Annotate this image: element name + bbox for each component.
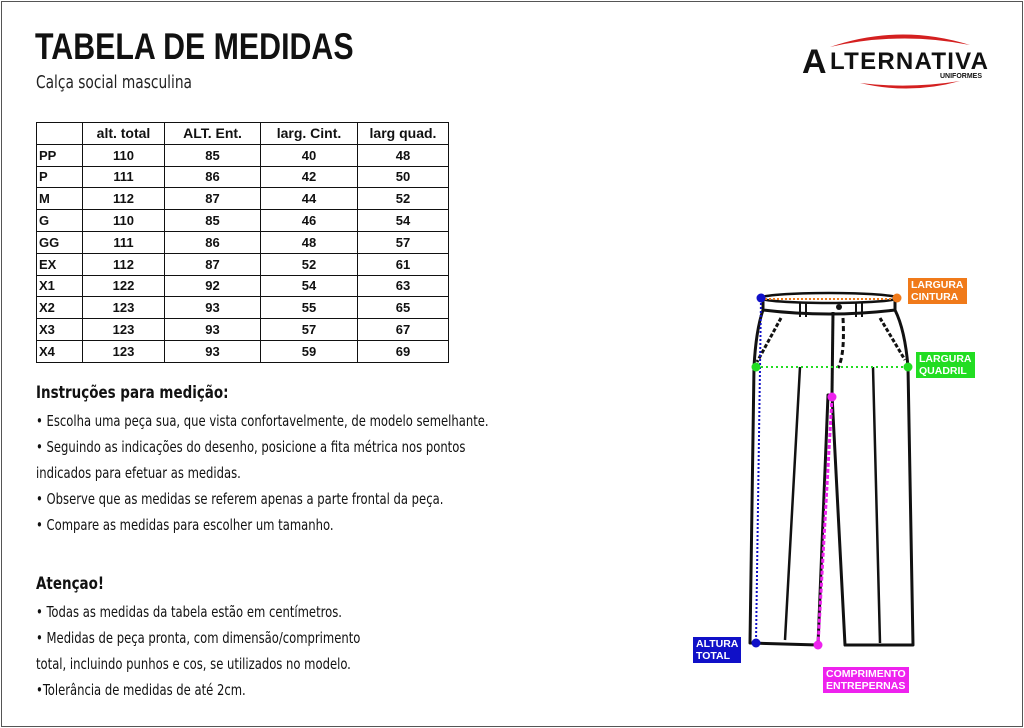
measure-cell: 111 <box>83 166 165 188</box>
instruction-line: • Observe que as medidas se referem apenas a parte frontal da peça. <box>36 490 444 508</box>
waist-point <box>893 294 902 303</box>
col-header: ALT. Ent. <box>165 123 261 145</box>
measure-cell: 57 <box>261 319 358 341</box>
label-line: TOTAL <box>696 650 731 662</box>
measure-cell: 123 <box>83 297 165 319</box>
hem-point <box>752 639 761 648</box>
attention-line: • Medidas de peça pronta, com dimensão/comprimento <box>36 629 361 647</box>
label-line: COMPRIMENTO <box>826 668 906 680</box>
measure-cell: 61 <box>358 253 449 275</box>
measure-cell: 52 <box>261 253 358 275</box>
label-total-height <box>693 637 741 663</box>
measure-cell: 110 <box>83 210 165 232</box>
page-subtitle: Calça social masculina <box>36 72 192 93</box>
measure-cell: 57 <box>358 231 449 253</box>
measure-cell: 65 <box>358 297 449 319</box>
measure-cell: 93 <box>165 297 261 319</box>
label-inseam <box>823 667 909 693</box>
measure-cell: 123 <box>83 319 165 341</box>
label-hip-width <box>916 352 975 378</box>
measure-cell: 48 <box>358 144 449 166</box>
col-header: larg quad. <box>358 123 449 145</box>
label-line: ENTREPERNAS <box>826 680 906 692</box>
size-cell: PP <box>37 144 83 166</box>
measure-cell: 111 <box>83 231 165 253</box>
size-cell: G <box>37 210 83 232</box>
label-line: CINTURA <box>911 291 959 303</box>
measure-cell: 42 <box>261 166 358 188</box>
instruction-line: • Seguindo as indicações do desenho, posicione a fita métrica nos pontos <box>36 438 466 456</box>
measure-cell: 87 <box>165 253 261 275</box>
hip-point <box>752 363 761 372</box>
measure-cell: 86 <box>165 231 261 253</box>
measure-cell: 87 <box>165 188 261 210</box>
col-header: larg. Cint. <box>261 123 358 145</box>
instruction-line: • Escolha uma peça sua, que vista confortavelmente, de modelo semelhante. <box>36 412 489 430</box>
label-line: ALTURA <box>696 638 739 650</box>
size-cell: M <box>37 188 83 210</box>
measure-cell: 85 <box>165 210 261 232</box>
col-header: alt. total <box>83 123 165 145</box>
svg-text:A: A <box>802 43 827 81</box>
measure-cell: 112 <box>83 188 165 210</box>
label-line: LARGURA <box>911 279 964 291</box>
svg-text:UNIFORMES: UNIFORMES <box>940 73 982 80</box>
measure-cell: 85 <box>165 144 261 166</box>
size-cell: X1 <box>37 275 83 297</box>
measure-cell: 69 <box>358 340 449 362</box>
hip-point <box>904 363 913 372</box>
size-cell: P <box>37 166 83 188</box>
instructions-title: Instruções para medição: <box>36 383 229 403</box>
measure-cell: 54 <box>261 275 358 297</box>
size-cell: EX <box>37 253 83 275</box>
waist-point <box>757 294 766 303</box>
measure-cell: 59 <box>261 340 358 362</box>
measure-cell: 54 <box>358 210 449 232</box>
measure-cell: 92 <box>165 275 261 297</box>
instruction-line: • Compare as medidas para escolher um tamanho. <box>36 516 334 534</box>
measure-cell: 46 <box>261 210 358 232</box>
svg-text:LTERNATIVA: LTERNATIVA <box>830 48 988 75</box>
attention-line: total, incluindo punhos e cos, se utilizados no modelo. <box>36 655 351 673</box>
measure-cell: 110 <box>83 144 165 166</box>
label-line: QUADRIL <box>919 365 967 377</box>
measure-cell: 40 <box>261 144 358 166</box>
page-title: TABELA DE MEDIDAS <box>35 26 354 67</box>
crotch-point <box>828 393 837 402</box>
measure-cell: 112 <box>83 253 165 275</box>
instruction-line: indicados para efetuar as medidas. <box>36 464 241 482</box>
size-cell: GG <box>37 231 83 253</box>
measure-cell: 55 <box>261 297 358 319</box>
measure-cell: 63 <box>358 275 449 297</box>
measure-cell: 50 <box>358 166 449 188</box>
label-line: LARGURA <box>919 353 972 365</box>
measure-cell: 67 <box>358 319 449 341</box>
attention-line: • Todas as medidas da tabela estão em centímetros. <box>36 603 342 621</box>
attention-title: Atençao! <box>36 574 105 594</box>
measure-cell: 86 <box>165 166 261 188</box>
hem-point <box>814 641 823 650</box>
measure-cell: 44 <box>261 188 358 210</box>
measure-cell: 123 <box>83 340 165 362</box>
label-waist-width <box>908 278 967 304</box>
size-cell: X4 <box>37 340 83 362</box>
size-cell: X2 <box>37 297 83 319</box>
attention-line: •Tolerância de medidas de até 2cm. <box>36 681 246 699</box>
measure-cell: 52 <box>358 188 449 210</box>
size-cell: X3 <box>37 319 83 341</box>
measure-cell: 122 <box>83 275 165 297</box>
measure-cell: 48 <box>261 231 358 253</box>
measure-cell: 93 <box>165 319 261 341</box>
measure-cell: 93 <box>165 340 261 362</box>
